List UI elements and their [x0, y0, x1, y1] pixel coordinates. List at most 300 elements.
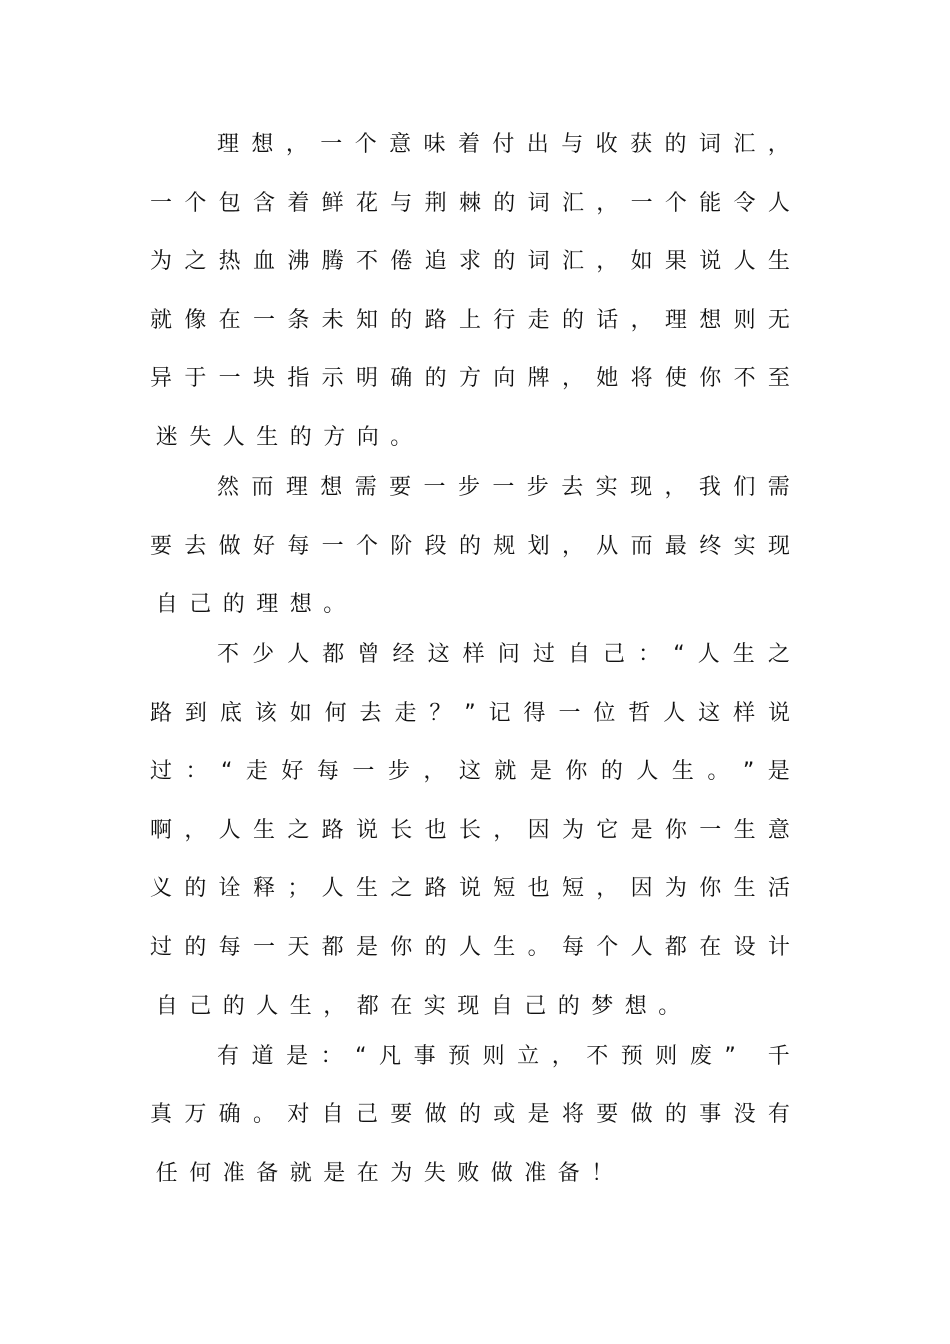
- character: 人: [321, 876, 344, 901]
- character: 做: [630, 1102, 653, 1127]
- character: [748, 1037, 755, 1077]
- character: ：: [185, 759, 208, 784]
- character: “: [673, 642, 685, 667]
- character: 人: [256, 994, 279, 1019]
- character: ，: [596, 249, 619, 274]
- character: 活: [767, 876, 790, 901]
- character: 你: [664, 818, 687, 843]
- character: 这: [698, 701, 721, 726]
- character: 短: [561, 876, 584, 901]
- character: 向: [493, 366, 516, 391]
- character: 的: [493, 191, 516, 216]
- character: 生: [493, 935, 516, 960]
- character: 生: [767, 249, 790, 274]
- character: 自: [321, 1102, 344, 1127]
- character: 在: [390, 994, 413, 1019]
- character: 现: [630, 475, 653, 500]
- character: 做: [218, 534, 241, 559]
- character: 则: [655, 1044, 678, 1069]
- paragraph-2-line-2: [150, 527, 790, 567]
- character: 条: [287, 308, 310, 333]
- character: 现: [767, 534, 790, 559]
- character: 收: [595, 132, 618, 157]
- character: 无: [767, 308, 790, 333]
- paragraph-4-line-1: [217, 1037, 790, 1077]
- character: 都: [356, 994, 379, 1019]
- character: 人: [733, 249, 756, 274]
- character: 预: [448, 1044, 471, 1069]
- character: 说: [767, 701, 790, 726]
- character: 失: [423, 1161, 446, 1186]
- character: 则: [733, 308, 756, 333]
- character: 汇: [561, 249, 584, 274]
- character: 是: [529, 759, 552, 784]
- character: 词: [698, 132, 721, 157]
- character: 生: [733, 876, 756, 901]
- character: 行: [493, 308, 516, 333]
- character: 步: [387, 759, 410, 784]
- character: 样: [733, 701, 756, 726]
- character: 的: [493, 249, 516, 274]
- character: 凡: [379, 1044, 402, 1069]
- character: 也: [424, 818, 447, 843]
- character: 生: [671, 759, 694, 784]
- character: 己: [524, 994, 547, 1019]
- character: 准: [524, 1161, 547, 1186]
- character: 生: [355, 876, 378, 901]
- character: 万: [184, 1102, 207, 1127]
- character: 块: [252, 366, 275, 391]
- character: 意: [767, 818, 790, 843]
- character: 迷: [155, 425, 178, 450]
- character: 指: [287, 366, 310, 391]
- character: 将: [630, 366, 653, 391]
- character: ，: [423, 759, 446, 784]
- character: 牌: [527, 366, 550, 391]
- character: 词: [527, 249, 550, 274]
- character: 意: [389, 132, 412, 157]
- character: ，: [596, 191, 619, 216]
- character: 包: [218, 191, 241, 216]
- character: 。: [390, 425, 413, 450]
- character: 人: [218, 818, 241, 843]
- character: 令: [733, 191, 756, 216]
- character: 。: [323, 592, 346, 617]
- character: 阶: [390, 534, 413, 559]
- character: 味: [423, 132, 446, 157]
- character: 求: [458, 249, 481, 274]
- character: 是: [630, 818, 653, 843]
- character: ，: [493, 818, 516, 843]
- character: 与: [390, 191, 413, 216]
- character: 需: [354, 475, 377, 500]
- character: 哲: [628, 701, 651, 726]
- character: 如: [289, 701, 312, 726]
- character: 就: [289, 1161, 312, 1186]
- character: 为: [390, 1161, 413, 1186]
- paragraph-1-line-3: [150, 242, 790, 282]
- character: 她: [596, 366, 619, 391]
- character: 的: [664, 1102, 687, 1127]
- character: 都: [664, 935, 687, 960]
- character: 问: [497, 642, 520, 667]
- character: 使: [664, 366, 687, 391]
- character: 花: [355, 191, 378, 216]
- character: 。: [707, 759, 730, 784]
- character: 个: [355, 534, 378, 559]
- character: 。: [658, 994, 681, 1019]
- character: “: [221, 759, 233, 784]
- character: 着: [457, 132, 480, 157]
- character: 个: [184, 191, 207, 216]
- character: 自: [155, 592, 178, 617]
- character: 规: [493, 534, 516, 559]
- character: “: [355, 1044, 367, 1069]
- paragraph-1-line-1: [217, 125, 790, 165]
- character: 上: [458, 308, 481, 333]
- character: 与: [561, 132, 584, 157]
- character: 是: [355, 935, 378, 960]
- character: 走: [394, 701, 417, 726]
- character: 位: [593, 701, 616, 726]
- character: 人: [636, 759, 659, 784]
- character: ：: [638, 642, 661, 667]
- character: 的: [458, 1102, 481, 1127]
- character: 人: [287, 642, 310, 667]
- character: 去: [359, 701, 382, 726]
- character: 步: [526, 475, 549, 500]
- character: 知: [355, 308, 378, 333]
- character: 着: [287, 191, 310, 216]
- character: 真: [150, 1102, 173, 1127]
- character: 汇: [733, 132, 756, 157]
- character: 这: [458, 759, 481, 784]
- paragraph-1-line-4: [150, 301, 790, 341]
- character: 何: [324, 701, 347, 726]
- character: 想: [320, 475, 343, 500]
- character: 自: [490, 994, 513, 1019]
- character: 长: [390, 818, 413, 843]
- character: 如: [630, 249, 653, 274]
- character: 自: [567, 642, 590, 667]
- character: 一: [423, 475, 446, 500]
- character: 汇: [561, 191, 584, 216]
- character: 然: [217, 475, 240, 500]
- character: 过: [150, 759, 173, 784]
- character: 腾: [321, 249, 344, 274]
- character: ，: [767, 132, 790, 157]
- character: 去: [561, 475, 584, 500]
- character: 一: [699, 818, 722, 843]
- character: 释: [252, 876, 275, 901]
- character: 梦: [591, 994, 614, 1019]
- character: 从: [596, 534, 619, 559]
- character: 我: [698, 475, 721, 500]
- character: 的: [184, 876, 207, 901]
- character: 做: [490, 1161, 513, 1186]
- character: 己: [603, 642, 626, 667]
- character: 的: [458, 534, 481, 559]
- character: 预: [620, 1044, 643, 1069]
- character: ！: [591, 1161, 614, 1186]
- character: 说: [699, 249, 722, 274]
- character: 获: [630, 132, 653, 157]
- character: 对: [287, 1102, 310, 1127]
- character: 路: [321, 818, 344, 843]
- character: 要: [150, 534, 173, 559]
- character: 过: [150, 935, 173, 960]
- character: 要: [596, 1102, 619, 1127]
- character: 说: [458, 876, 481, 901]
- character: 理: [664, 308, 687, 333]
- character: 的: [222, 592, 245, 617]
- character: 一: [492, 475, 515, 500]
- character: 要: [390, 1102, 413, 1127]
- character: 将: [561, 1102, 584, 1127]
- character: 异: [150, 366, 173, 391]
- character: 步: [457, 475, 480, 500]
- character: ，: [184, 818, 207, 843]
- character: 底: [219, 701, 242, 726]
- character: 都: [322, 642, 345, 667]
- paragraph-1-line-6: [150, 418, 790, 458]
- character: 个: [596, 935, 619, 960]
- paragraph-3-line-2: [150, 694, 790, 734]
- paragraph-3-line-3: [150, 752, 790, 792]
- character: 段: [424, 534, 447, 559]
- character: 的: [222, 994, 245, 1019]
- character: 走: [527, 308, 550, 333]
- character: 之: [184, 249, 207, 274]
- character: 要: [389, 475, 412, 500]
- character: 个: [664, 191, 687, 216]
- character: 人: [697, 642, 720, 667]
- character: 倦: [390, 249, 413, 274]
- character: 计: [767, 935, 790, 960]
- character: 是: [767, 759, 790, 784]
- character: 设: [733, 935, 756, 960]
- character: 得: [523, 701, 546, 726]
- character: 就: [494, 759, 517, 784]
- character: 立: [517, 1044, 540, 1069]
- character: 样: [462, 642, 485, 667]
- paragraph-4-line-3: [150, 1154, 790, 1194]
- character: 需: [767, 475, 790, 500]
- character: 的: [424, 935, 447, 960]
- character: 每: [218, 935, 241, 960]
- character: ”: [724, 1044, 736, 1069]
- character: 想: [251, 132, 274, 157]
- character: 的: [424, 366, 447, 391]
- character: 己: [189, 994, 212, 1019]
- character: 在: [356, 1161, 379, 1186]
- character: 走: [245, 759, 268, 784]
- character: 生: [256, 425, 279, 450]
- character: 之: [767, 642, 790, 667]
- paragraph-1-line-2: [150, 184, 790, 224]
- character: 生: [733, 818, 756, 843]
- character: 理: [256, 592, 279, 617]
- character: 道: [251, 1044, 274, 1069]
- character: 备: [557, 1161, 580, 1186]
- character: 天: [287, 935, 310, 960]
- character: 想: [289, 592, 312, 617]
- paragraph-2-line-1: [217, 468, 790, 508]
- character: 败: [457, 1161, 480, 1186]
- character: 在: [218, 308, 241, 333]
- character: 一: [352, 759, 375, 784]
- character: 一: [252, 308, 275, 333]
- paragraph-4-line-2: [150, 1095, 790, 1135]
- character: 付: [492, 132, 515, 157]
- character: 的: [289, 425, 312, 450]
- character: 则: [482, 1044, 505, 1069]
- character: 因: [630, 876, 653, 901]
- paragraph-3-line-6: [150, 928, 790, 968]
- character: 是: [323, 1161, 346, 1186]
- character: 实: [733, 534, 756, 559]
- character: 的: [664, 132, 687, 157]
- character: 血: [252, 249, 275, 274]
- character: 理: [285, 475, 308, 500]
- character: 像: [184, 308, 207, 333]
- character: 们: [733, 475, 756, 500]
- character: 每: [287, 534, 310, 559]
- character: 好: [281, 759, 304, 784]
- character: ，: [551, 1044, 574, 1069]
- character: 追: [424, 249, 447, 274]
- character: 人: [458, 935, 481, 960]
- character: 的: [557, 994, 580, 1019]
- character: 是: [286, 1044, 309, 1069]
- character: 为: [561, 818, 584, 843]
- character: 一: [630, 191, 653, 216]
- character: 为: [150, 249, 173, 274]
- character: 现: [457, 994, 480, 1019]
- character: 至: [767, 366, 790, 391]
- character: 经: [392, 642, 415, 667]
- character: ”: [464, 701, 476, 726]
- character: 鲜: [321, 191, 344, 216]
- character: 记: [488, 701, 511, 726]
- paragraph-3-line-5: [150, 869, 790, 909]
- character: 在: [699, 935, 722, 960]
- paragraph-3-line-1: [217, 635, 790, 675]
- character: 的: [600, 759, 623, 784]
- character: ，: [664, 475, 687, 500]
- character: 事: [413, 1044, 436, 1069]
- character: 人: [663, 701, 686, 726]
- character: 有: [217, 1044, 240, 1069]
- character: 明: [355, 366, 378, 391]
- character: 人: [767, 191, 790, 216]
- character: 终: [699, 534, 722, 559]
- character: 诠: [218, 876, 241, 901]
- character: 确: [390, 366, 413, 391]
- character: 个: [354, 132, 377, 157]
- character: 它: [596, 818, 619, 843]
- character: 果: [664, 249, 687, 274]
- character: 千: [767, 1044, 790, 1069]
- character: 去: [184, 534, 207, 559]
- character: 一: [558, 701, 581, 726]
- character: 到: [184, 701, 207, 726]
- character: 短: [493, 876, 516, 901]
- character: 确: [218, 1102, 241, 1127]
- character: 或: [493, 1102, 516, 1127]
- character: 热: [218, 249, 241, 274]
- character: 你: [699, 366, 722, 391]
- character: 做: [424, 1102, 447, 1127]
- character: 想: [624, 994, 647, 1019]
- character: 曾: [357, 642, 380, 667]
- character: 一: [321, 534, 344, 559]
- character: 之: [287, 818, 310, 843]
- character: 而: [251, 475, 274, 500]
- character: 没: [733, 1102, 756, 1127]
- character: 说: [355, 818, 378, 843]
- character: 准: [222, 1161, 245, 1186]
- character: 一: [320, 132, 343, 157]
- character: ，: [561, 534, 584, 559]
- character: 。: [527, 935, 550, 960]
- character: 路: [424, 876, 447, 901]
- character: 的: [561, 308, 584, 333]
- paragraph-2-line-3: [150, 585, 790, 625]
- character: 于: [184, 366, 207, 391]
- character: 该: [254, 701, 277, 726]
- character: 己: [189, 592, 212, 617]
- character: 任: [155, 1161, 178, 1186]
- character: 好: [252, 534, 275, 559]
- character: 理: [217, 132, 240, 157]
- character: ；: [287, 876, 310, 901]
- character: 过: [532, 642, 555, 667]
- character: 棘: [458, 191, 481, 216]
- character: 失: [189, 425, 212, 450]
- character: 一: [150, 191, 173, 216]
- character: 不: [586, 1044, 609, 1069]
- character: 含: [252, 191, 275, 216]
- character: 不: [355, 249, 378, 274]
- character: 一: [218, 366, 241, 391]
- character: 自: [155, 994, 178, 1019]
- character: 就: [150, 308, 173, 333]
- character: 而: [630, 534, 653, 559]
- character: 的: [184, 935, 207, 960]
- character: 你: [699, 876, 722, 901]
- character: 出: [526, 132, 549, 157]
- paragraph-3-line-7: [150, 987, 790, 1027]
- character: 因: [527, 818, 550, 843]
- paragraph-1-line-5: [150, 359, 790, 399]
- character: 最: [664, 534, 687, 559]
- character: ，: [285, 132, 308, 157]
- character: ：: [320, 1044, 343, 1069]
- character: 方: [458, 366, 481, 391]
- character: 想: [699, 308, 722, 333]
- character: 每: [316, 759, 339, 784]
- character: 沸: [287, 249, 310, 274]
- character: 为: [664, 876, 687, 901]
- character: 向: [356, 425, 379, 450]
- paragraph-3-line-4: [150, 811, 790, 851]
- character: 话: [596, 308, 619, 333]
- character: 实: [595, 475, 618, 500]
- character: 生: [252, 818, 275, 843]
- character: ，: [596, 876, 619, 901]
- character: 人: [222, 425, 245, 450]
